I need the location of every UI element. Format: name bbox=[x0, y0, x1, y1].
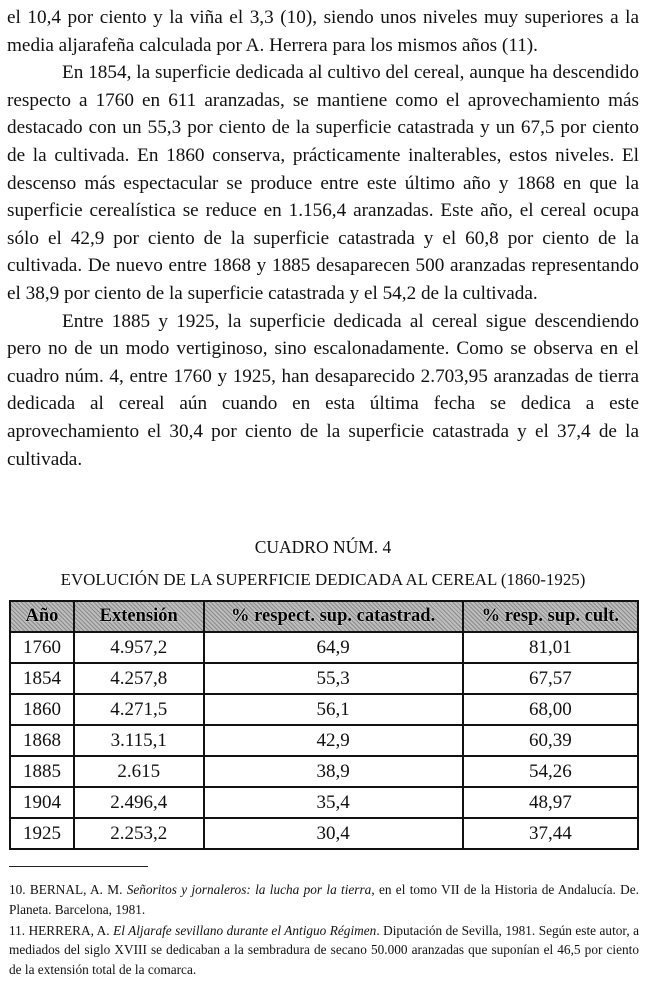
cell-extension: 4.957,2 bbox=[74, 632, 204, 663]
table-row bbox=[10, 725, 638, 756]
cell-pct-catastrada: 55,3 bbox=[204, 663, 463, 694]
cell-pct-catastrada: 56,1 bbox=[204, 694, 463, 725]
cell-pct-cultivada: 60,39 bbox=[463, 725, 638, 756]
body-text bbox=[7, 4, 639, 473]
header-pct-cultivada: % resp. sup. cult. bbox=[463, 601, 638, 632]
header-extension: Extensión bbox=[74, 601, 204, 632]
paragraph-1: el 10,4 por ciento y la viña el 3,3 (10), siendo unos niveles muy superiores a la media aljarafeña calculada por A. Herrera para los mismos años (11). bbox=[7, 7, 639, 56]
cell-pct-catastrada: 64,9 bbox=[204, 632, 463, 663]
table-row bbox=[10, 694, 638, 725]
table-row bbox=[10, 787, 638, 818]
footnote-10 bbox=[9, 880, 639, 920]
footnote-10-title: Señoritos y jornaleros: la lucha por la tierra bbox=[126, 882, 372, 897]
cell-extension: 3.115,1 bbox=[74, 725, 204, 756]
footnote-11-rest: . Diputación de Sevilla, 1981. Según este autor, a mediados del siglo XVIII se dedicaban a la sembradura de secano 50.000 aranzadas que suponían el 46,5 por ciento de la extensión total de la comarca. bbox=[9, 922, 640, 978]
cell-extension: 4.257,8 bbox=[74, 663, 204, 694]
footnote-11-title: El Aljarafe sevillano durante el Antiguo Régimen bbox=[113, 922, 377, 938]
cell-pct-catastrada: 42,9 bbox=[204, 725, 463, 756]
paragraph-2: En 1854, la superficie dedicada al cultivo del cereal, aunque ha descendido respecto a 1760 en 611 aranzadas, se mantiene como el aprovechamiento más destacado con un 55,3 por ciento de la superficie catastrada y un 67,5 por ciento de la cultivada. En 1860 conserva, prácticamente inalterables, estos niveles. El descenso más espectacular se produce entre este último año y 1868 en que la superficie cerealística se reduce en 1.156,4 aranzadas. Este año, el cereal ocupa sólo el 42,9 por ciento de la superficie catastrada y el 60,8 por ciento de la cultivada. De nuevo entre 1868 y 1885 desaparecen 500 aranzadas representando el 38,9 por ciento de la superficie catastrada y el 54,2 de la cultivada. bbox=[7, 62, 639, 304]
cell-year: 1854 bbox=[10, 663, 74, 694]
cell-year: 1860 bbox=[10, 694, 74, 725]
table-row bbox=[10, 632, 638, 663]
table-header-row bbox=[10, 601, 638, 632]
header-year: Año bbox=[10, 601, 74, 632]
cereal-table bbox=[9, 600, 639, 850]
cell-year: 1885 bbox=[10, 756, 74, 787]
footnote-divider bbox=[9, 866, 148, 867]
cell-pct-catastrada: 38,9 bbox=[204, 756, 463, 787]
cell-pct-cultivada: 67,57 bbox=[463, 663, 638, 694]
cell-pct-cultivada: 68,00 bbox=[463, 694, 638, 725]
cell-pct-catastrada: 30,4 bbox=[204, 818, 463, 849]
cell-extension: 2.496,4 bbox=[74, 787, 204, 818]
cell-year: 1868 bbox=[10, 725, 74, 756]
cell-extension: 2.253,2 bbox=[74, 818, 204, 849]
cell-extension: 4.271,5 bbox=[74, 694, 204, 725]
cell-pct-cultivada: 54,26 bbox=[463, 756, 638, 787]
cell-pct-catastrada: 35,4 bbox=[204, 787, 463, 818]
paragraph-3: Entre 1885 y 1925, la superficie dedicada al cereal sigue descendiendo pero no de un modo vertiginoso, sino escalonadamente. Como se observa en el cuadro núm. 4, entre 1760 y 1925, han desaparecido 2.703,95 aranzadas de tierra dedicada al cereal aún cuando en esta última fecha se dedica a este aprovechamiento el 30,4 por ciento de la superficie catastrada y el 37,4 de la cultivada. bbox=[7, 310, 639, 470]
header-pct-catastrada: % respect. sup. catastrad. bbox=[204, 601, 463, 632]
footnote-11 bbox=[9, 921, 639, 980]
table-row bbox=[10, 818, 638, 849]
cell-pct-cultivada: 37,44 bbox=[463, 818, 638, 849]
footnote-10-lead: 10. BERNAL, A. M. bbox=[9, 882, 127, 897]
footnote-10-rest: , en el tomo VII de la Historia de Andalucía. De. Planeta. Barcelona, 1981. bbox=[9, 882, 639, 917]
cell-year: 1925 bbox=[10, 818, 74, 849]
table-number: CUADRO NÚM. 4 bbox=[254, 537, 392, 557]
table-row bbox=[10, 663, 638, 694]
cell-year: 1760 bbox=[10, 632, 74, 663]
footnotes bbox=[9, 880, 639, 981]
cell-pct-cultivada: 48,97 bbox=[463, 787, 638, 818]
footnote-11-lead: 11. HERRERA, A. bbox=[9, 922, 114, 938]
cell-extension: 2.615 bbox=[74, 756, 204, 787]
cell-year: 1904 bbox=[10, 787, 74, 818]
cell-pct-cultivada: 81,01 bbox=[463, 632, 638, 663]
table-row bbox=[10, 756, 638, 787]
table-title: EVOLUCIÓN DE LA SUPERFICIE DEDICADA AL CEREAL (1860-1925) bbox=[60, 570, 586, 589]
